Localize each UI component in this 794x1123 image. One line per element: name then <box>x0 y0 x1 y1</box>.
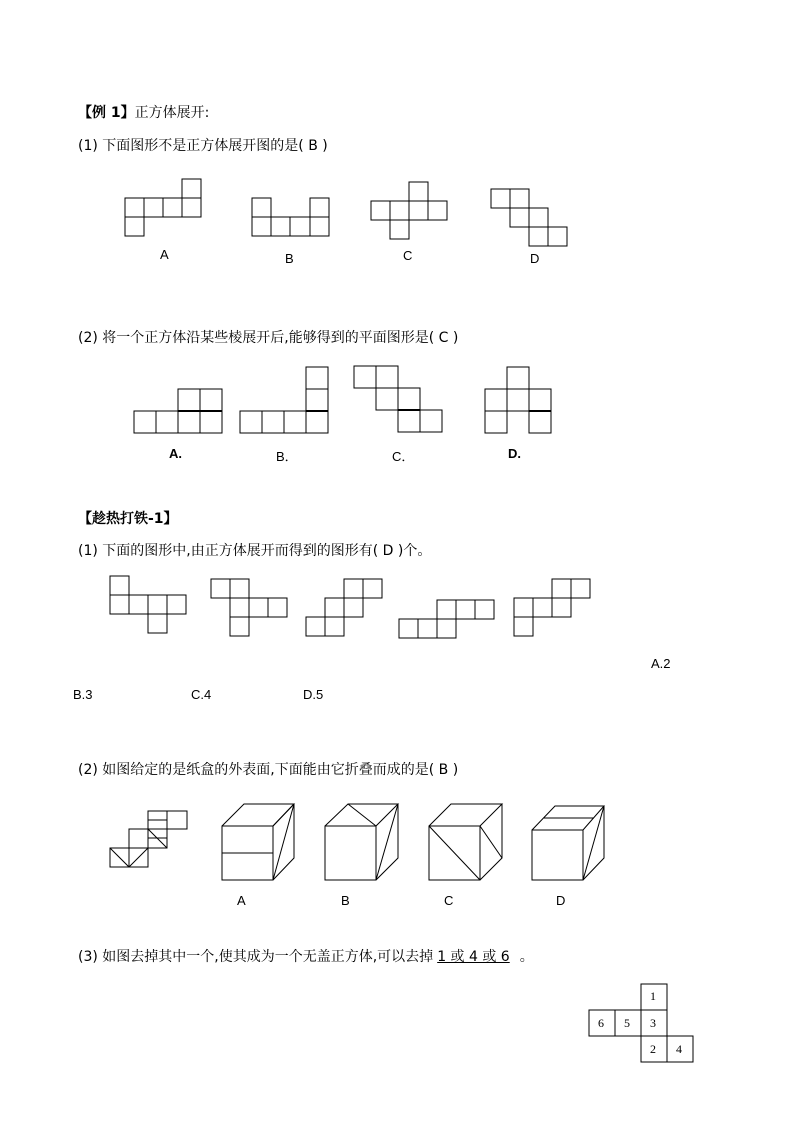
face-number-4: 4 <box>676 1042 682 1056</box>
option-b: B.3 <box>73 687 93 702</box>
face-number-5: 5 <box>624 1016 630 1030</box>
example1-heading-text: 正方体展开: <box>134 105 210 121</box>
q3-label-c: C <box>444 893 454 908</box>
option-a: A.2 <box>651 656 671 671</box>
q2-label-d: D. <box>508 446 521 461</box>
e-q2-answer: B <box>438 762 449 778</box>
e-q2-prompt: (2) 如图给定的是纸盒的外表面,下面能由它折叠而成的是( <box>78 762 439 778</box>
face-number-3: 3 <box>650 1016 656 1030</box>
face-number-1: 1 <box>650 989 656 1003</box>
e-q2-close: ) <box>448 762 459 778</box>
q1-label-b: B <box>285 251 294 266</box>
q2-close: ) <box>448 330 459 346</box>
e-q1-answer: D <box>382 543 394 559</box>
e-q3-close: 。 <box>519 949 534 965</box>
e-q1-prompt: (1) 下面的图形中,由正方体展开而得到的图形有( <box>78 543 383 559</box>
q1-prompt: (1) 下面图形不是正方体展开图的是( <box>78 138 309 154</box>
q2-label-c: C． <box>392 449 415 464</box>
exercise1-heading: 【趁热打铁-1】 <box>78 511 178 527</box>
option-d: D.5 <box>303 687 324 702</box>
q2-answer: C <box>438 330 449 346</box>
q1-label-c: C <box>403 248 413 263</box>
q1-label-d: D <box>530 251 540 266</box>
q2-prompt: (2) 将一个正方体沿某些棱展开后,能够得到的平面图形是( <box>78 330 439 346</box>
e-q1-close: )个。 <box>393 543 432 559</box>
face-number-6: 6 <box>598 1016 604 1030</box>
q1-close: ) <box>317 138 328 154</box>
e-q3-answer: 1 或 4 或 6 <box>437 949 510 965</box>
q3-label-a: A <box>237 893 246 908</box>
face-number-2: 2 <box>650 1042 656 1056</box>
e-q3-prompt: (3) 如图去掉其中一个,使其成为一个无盖正方体,可以去掉 <box>78 949 434 965</box>
q2-label-a: A. <box>169 446 182 461</box>
example1-heading-bracket: 【例 1】 <box>78 105 135 121</box>
q3-label-d: D <box>556 893 566 908</box>
q2-label-b: B． <box>276 449 298 464</box>
q1-label-a: A <box>160 247 169 262</box>
q3-label-b: B <box>341 893 350 908</box>
q1-answer: B <box>308 138 318 154</box>
option-c: C.4 <box>191 687 212 702</box>
